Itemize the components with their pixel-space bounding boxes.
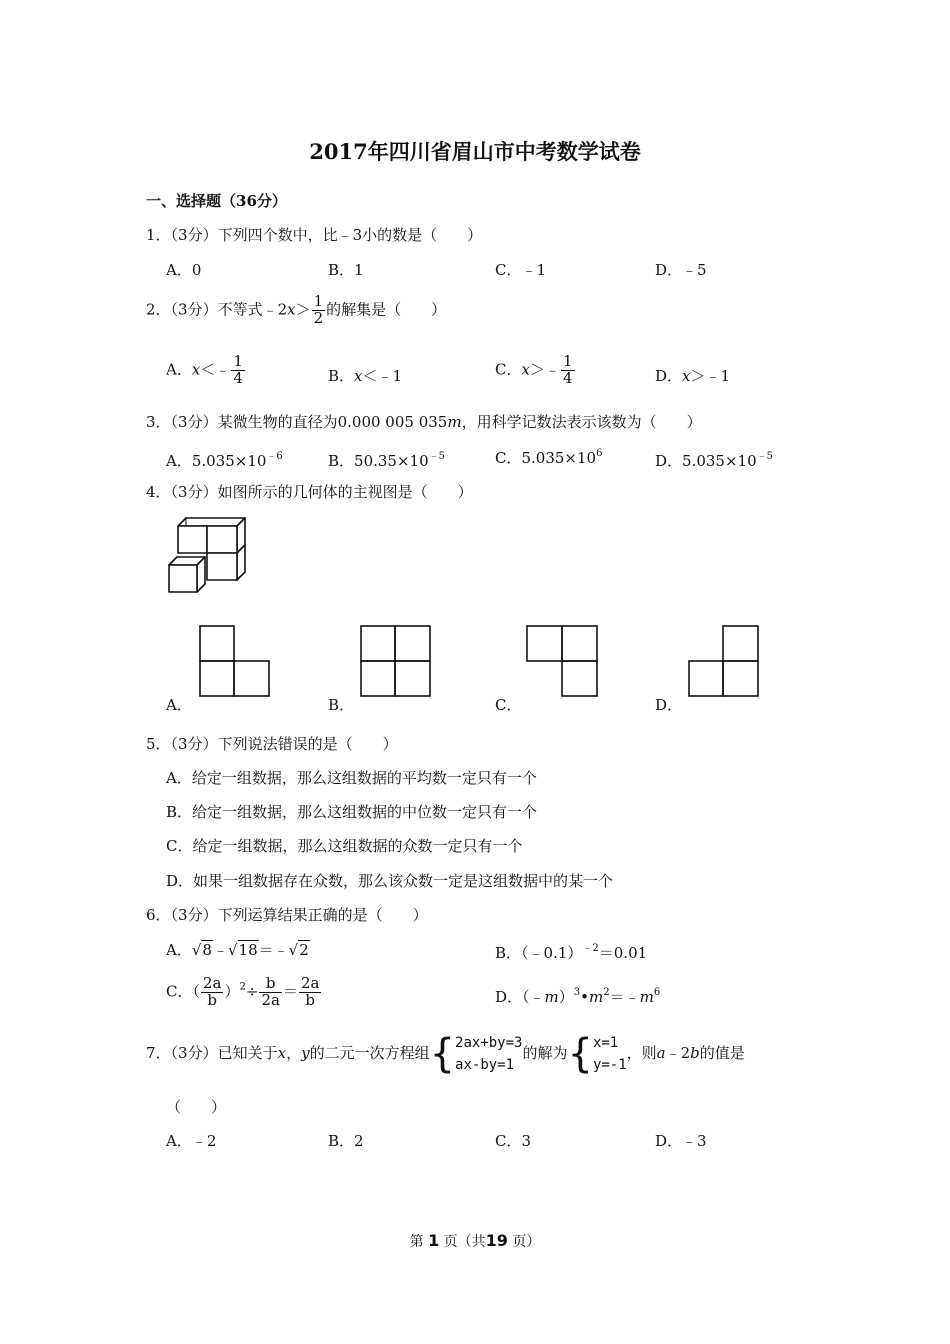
q2-gt: ＞ — [295, 300, 311, 319]
q4-option-d: D． — [655, 696, 683, 714]
q7-eq1: 2ax+by=3 — [455, 1035, 523, 1051]
q2-option-a — [166, 354, 246, 387]
q7-eq2: ax-by=1 — [455, 1057, 515, 1073]
q2-option-b — [328, 365, 402, 386]
q2-option-c — [495, 354, 576, 387]
q2-a-var: x — [191, 360, 201, 379]
q4-option-d-figure — [688, 625, 760, 697]
q6-b-post: ＝0.01 — [598, 944, 648, 962]
q3-option-a — [166, 447, 283, 471]
question-6-stem: 6．（3分）下列运算结果正确的是（ ） — [146, 906, 428, 924]
question-4-stem: 4．（3分）如图所示的几何体的主视图是（ ） — [146, 483, 473, 501]
q6-c-f1d: b — [207, 990, 218, 1009]
q7-equation-system — [455, 1032, 522, 1076]
q6-d-exp1: 3 — [573, 987, 581, 998]
q7-minus2: ﹣2 — [665, 1044, 691, 1062]
q7-option-d: D．﹣3 — [655, 1132, 707, 1150]
q7-y: y — [301, 1044, 310, 1062]
footer-page-number: 1 — [428, 1231, 440, 1250]
q3-b-exp: ﹣5 — [428, 451, 445, 462]
q6-a-root2: 18 — [238, 941, 258, 959]
q6-d-exp3: 6 — [653, 987, 661, 998]
q7-comma: ， — [286, 1044, 302, 1062]
q6-option-d — [495, 986, 660, 1007]
q2-c-fraction — [561, 354, 575, 387]
q7-stem-mid: 的二元一次方程组 — [309, 1044, 430, 1062]
q2-a-label: A． — [166, 360, 192, 379]
q3-stem-post: ，用科学记数法表示该数为（ ） — [461, 413, 702, 431]
q2-a-den: 4 — [233, 368, 243, 387]
footer-pre: 第 — [409, 1234, 424, 1250]
q6-d-eq: ＝﹣ — [609, 988, 640, 1006]
q3-unit: m — [447, 413, 462, 431]
q1-option-c: C．﹣1 — [495, 261, 547, 279]
q4-option-a-figure — [199, 625, 271, 697]
q5-option-d: D．如果一组数据存在众数，那么该众数一定是这组数据中的某一个 — [166, 872, 614, 890]
q2-c-label: C． — [495, 360, 522, 379]
q6-c-f2n: b — [259, 976, 282, 993]
q6-c-frac3 — [299, 976, 322, 1009]
q7-option-b: B．2 — [328, 1132, 364, 1150]
q7-option-c: C．3 — [495, 1132, 532, 1150]
q3-c-exp: 6 — [596, 448, 603, 459]
q4-option-b-figure — [360, 625, 432, 697]
q7-option-a: A．﹣2 — [166, 1132, 217, 1150]
q3-d-base: D．5.035×10 — [655, 452, 757, 470]
page-title: 2017年四川省眉山市中考数学试卷 — [309, 139, 641, 164]
q5-option-a: A．给定一组数据，那么这组数据的平均数一定只有一个 — [166, 769, 537, 787]
q6-a-root1: 8 — [202, 941, 212, 959]
q2-var: x — [287, 300, 296, 319]
section-heading: 一、选择题（36分） — [146, 192, 287, 210]
q7-answer-paren: （ ） — [166, 1098, 227, 1116]
page-footer — [0, 1231, 950, 1251]
q6-d-exp2: 2 — [603, 987, 610, 998]
question-5-stem: 5．（3分）下列说法错误的是（ ） — [146, 735, 398, 753]
q6-d-close: ） — [558, 988, 574, 1006]
q1-option-d: D．﹣5 — [655, 261, 707, 279]
q6-a-root3: 2 — [299, 941, 309, 959]
q2-a-op: ＜﹣ — [200, 360, 231, 379]
q4-option-c: C． — [495, 696, 522, 714]
q7-tail: 的值是 — [699, 1044, 745, 1062]
q2-c-num: 1 — [562, 352, 573, 370]
q7-sol2: y=-1 — [592, 1057, 627, 1073]
q2-frac-num: 1 — [313, 292, 324, 310]
q2-a-fraction — [231, 354, 245, 387]
q6-c-label: C．（ — [166, 982, 200, 1001]
q1-option-a: A．0 — [166, 261, 202, 279]
q7-stem-post: ，则 — [626, 1044, 657, 1062]
q7-solution-system — [593, 1032, 627, 1076]
q4-option-c-figure — [526, 625, 600, 697]
q7-x: x — [277, 1044, 287, 1062]
q6-a-eq: ＝﹣ — [258, 941, 289, 959]
q3-a-base: A．5.035×10 — [166, 452, 267, 470]
q6-option-c — [166, 976, 322, 1009]
q1-option-b: B．1 — [328, 261, 364, 279]
q6-d-m: m — [544, 988, 559, 1006]
question-3-stem — [146, 411, 702, 432]
q5-option-c: C．给定一组数据，那么这组数据的众数一定只有一个 — [166, 837, 523, 855]
q2-fraction — [312, 294, 326, 327]
q6-c-eq: ＝ — [282, 982, 298, 1001]
question-1-stem: 1．（3分）下列四个数中，比﹣3小的数是（ ） — [146, 226, 483, 244]
q6-c-f2d: 2a — [261, 990, 280, 1009]
q2-c-den: 4 — [562, 368, 573, 387]
q4-option-b: B． — [328, 696, 355, 714]
question-2-stem — [146, 294, 446, 327]
q6-c-frac1 — [201, 976, 224, 1009]
q3-option-c — [495, 447, 602, 468]
q6-c-f3n: 2a — [300, 974, 320, 992]
q7-brace-2: { — [567, 1031, 593, 1077]
q2-d-var: x — [682, 367, 691, 385]
q3-a-exp: ﹣6 — [266, 451, 283, 462]
q2-stem-pre: 2．（3分）不等式﹣2 — [146, 300, 288, 319]
q3-option-b — [328, 447, 445, 471]
q6-c-exp: 2 — [239, 981, 246, 993]
q3-d-exp: ﹣5 — [756, 451, 773, 462]
q2-b-op: ＜﹣1 — [362, 367, 403, 385]
q6-option-b — [495, 939, 647, 963]
q6-c-div: ÷ — [245, 982, 259, 1001]
q7-a: a — [656, 1044, 666, 1062]
q6-c-close: ） — [224, 982, 240, 1001]
q3-c-base: C．5.035×10 — [495, 449, 597, 467]
q7-sol-text: 的解为 — [522, 1044, 568, 1062]
q6-d-m2: m — [589, 988, 604, 1006]
footer-post: 页） — [512, 1234, 541, 1250]
q2-b-var: x — [354, 367, 363, 385]
q6-a-minus: ﹣ — [212, 941, 228, 959]
q7-b: b — [690, 1044, 700, 1062]
q5-option-b: B．给定一组数据，那么这组数据的中位数一定只有一个 — [166, 803, 538, 821]
q6-b-base: B．（﹣0.1） — [495, 944, 583, 962]
q6-c-f3d: b — [305, 990, 316, 1009]
q6-a-label: A． — [166, 941, 192, 959]
q2-stem-post: 的解集是（ ） — [326, 300, 447, 319]
q4-option-a: A． — [166, 696, 192, 714]
question-7-stem — [146, 1032, 745, 1076]
q3-option-d — [655, 447, 773, 471]
q2-frac-den: 2 — [313, 308, 324, 327]
q3-b-base: B．50.35×10 — [328, 452, 429, 470]
q4-solid-figure — [166, 515, 250, 597]
q6-c-frac2 — [259, 976, 282, 1009]
q2-a-num: 1 — [233, 352, 243, 370]
q6-d-m3: m — [639, 988, 654, 1006]
q2-b-label: B． — [328, 367, 355, 385]
footer-mid: 页（共 — [443, 1234, 486, 1250]
q2-d-label: D． — [655, 367, 683, 385]
q6-option-a: A．√8﹣√18＝﹣√2 — [166, 941, 309, 959]
q6-d-label: D．（﹣ — [495, 988, 545, 1006]
q6-c-f1n: 2a — [202, 974, 222, 992]
q2-c-op: ＞﹣ — [529, 360, 560, 379]
footer-total-pages: 19 — [485, 1231, 508, 1250]
q6-b-exp: ﹣2 — [582, 943, 599, 954]
q7-stem-pre: 7．（3分）已知关于 — [146, 1044, 278, 1062]
q2-c-var: x — [521, 360, 530, 379]
q2-option-d — [655, 365, 730, 386]
q7-sol1: x=1 — [592, 1035, 619, 1051]
q2-d-op: ＞﹣1 — [690, 367, 731, 385]
q7-brace-1: { — [429, 1031, 456, 1077]
q6-d-dot: • — [580, 988, 590, 1006]
q3-stem-pre: 3．（3分）某微生物的直径为0.000 005 035 — [146, 413, 448, 431]
